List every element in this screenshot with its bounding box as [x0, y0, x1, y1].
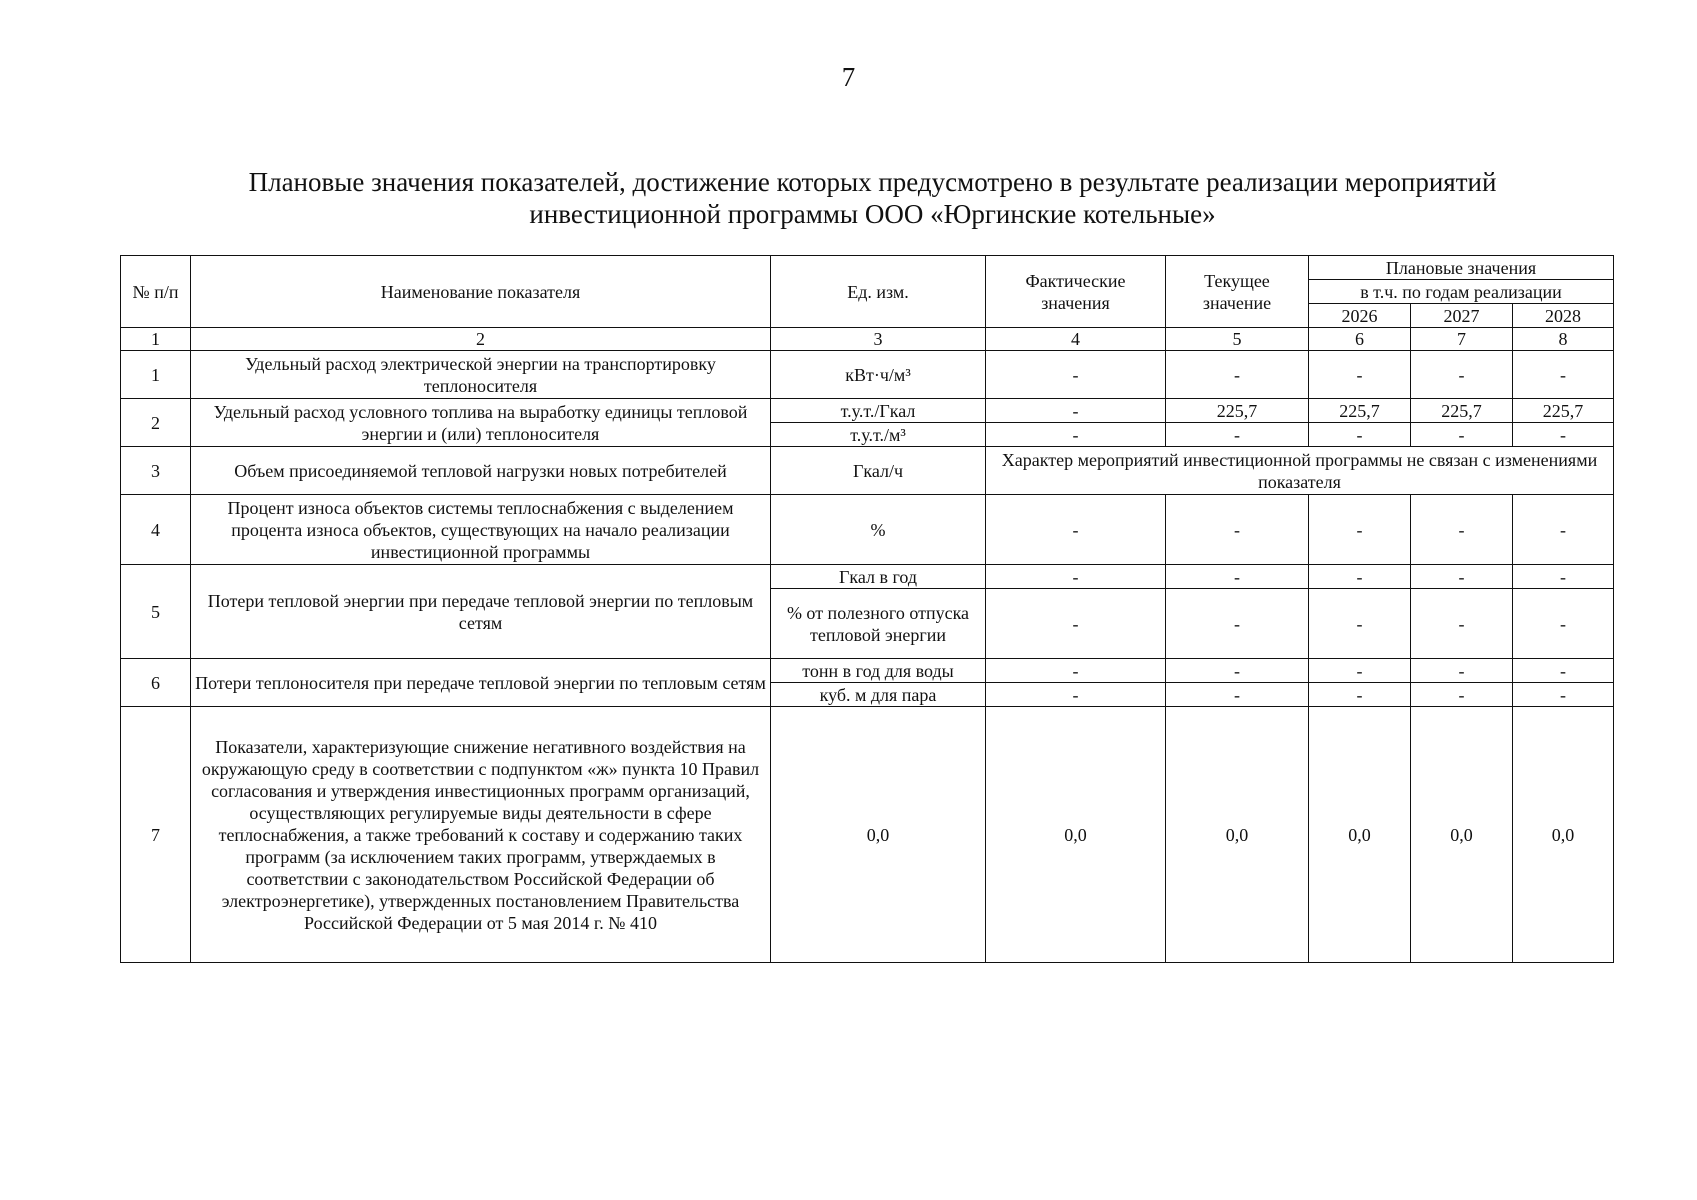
table-row — [121, 399, 1614, 423]
value-cell: 0,0 — [1309, 707, 1411, 963]
header-actual: Фактические значения — [986, 256, 1166, 328]
value-cell: - — [1309, 423, 1411, 447]
value-cell: 225,7 — [1513, 399, 1614, 423]
value-cell: 0,0 — [1411, 707, 1513, 963]
column-number: 5 — [1166, 328, 1309, 351]
value-cell: - — [1166, 589, 1309, 659]
value-cell: - — [986, 565, 1166, 589]
indicator-name: Потери тепловой энергии при передаче тепловой энергии по тепловым сетям — [191, 565, 771, 659]
row-num: 7 — [121, 707, 191, 963]
row-num: 6 — [121, 659, 191, 707]
value-cell: - — [1166, 659, 1309, 683]
unit-cell: Гкал/ч — [771, 447, 986, 495]
value-cell: - — [986, 659, 1166, 683]
table-row — [121, 707, 1614, 963]
column-number: 3 — [771, 328, 986, 351]
table-row — [121, 495, 1614, 565]
row-num: 2 — [121, 399, 191, 447]
value-cell: - — [1411, 589, 1513, 659]
header-current: Текущее значение — [1166, 256, 1309, 328]
unit-cell: Гкал в год — [771, 565, 986, 589]
indicator-name: Удельный расход электрической энергии на транспортировку теплоносителя — [191, 351, 771, 399]
value-cell: - — [1309, 565, 1411, 589]
value-cell: - — [1166, 351, 1309, 399]
indicators-table — [120, 255, 1614, 963]
table-row — [121, 447, 1614, 495]
value-cell: 225,7 — [1166, 399, 1309, 423]
header-by-years: в т.ч. по годам реализации — [1309, 280, 1614, 304]
column-numbers-row — [121, 328, 1614, 351]
column-number: 2 — [191, 328, 771, 351]
value-cell: - — [1309, 589, 1411, 659]
value-cell: - — [1309, 659, 1411, 683]
unit-cell: т.у.т./Гкал — [771, 399, 986, 423]
page-number: 7 — [841, 62, 856, 92]
value-cell: - — [986, 399, 1166, 423]
header-year: 2028 — [1513, 304, 1614, 328]
column-number: 6 — [1309, 328, 1411, 351]
table-row — [121, 565, 1614, 589]
row-num: 4 — [121, 495, 191, 565]
value-cell: - — [1411, 565, 1513, 589]
header-unit: Ед. изм. — [771, 256, 986, 328]
value-cell: - — [1166, 423, 1309, 447]
value-cell: - — [1513, 589, 1614, 659]
column-number: 8 — [1513, 328, 1614, 351]
value-cell: - — [1513, 683, 1614, 707]
column-number: 1 — [121, 328, 191, 351]
header-planned: Плановые значения — [1309, 256, 1614, 280]
value-cell: - — [1411, 351, 1513, 399]
row-num: 3 — [121, 447, 191, 495]
value-cell: - — [1513, 495, 1614, 565]
indicator-name: Потери теплоносителя при передаче тепловой энергии по тепловым сетям — [191, 659, 771, 707]
value-cell: - — [1166, 495, 1309, 565]
document-title-line-1: Плановые значения показателей, достижение которых предусмотрено в результате реализации мероприятий — [248, 167, 1497, 197]
value-cell: - — [986, 683, 1166, 707]
row-num: 1 — [121, 351, 191, 399]
value-cell: - — [1513, 423, 1614, 447]
value-cell: - — [1411, 659, 1513, 683]
value-cell: - — [1513, 659, 1614, 683]
value-cell: - — [1513, 565, 1614, 589]
value-cell: - — [986, 495, 1166, 565]
value-cell: - — [1411, 495, 1513, 565]
indicator-name: Удельный расход условного топлива на выработку единицы тепловой энергии и (или) теплоносителя — [191, 399, 771, 447]
header-year: 2027 — [1411, 304, 1513, 328]
value-cell: - — [986, 351, 1166, 399]
value-cell: - — [986, 589, 1166, 659]
value-cell: - — [1411, 423, 1513, 447]
value-cell: 0,0 — [1166, 707, 1309, 963]
unit-cell: % — [771, 495, 986, 565]
value-cell: 0,0 — [1513, 707, 1614, 963]
value-cell: - — [1166, 683, 1309, 707]
indicator-name: Процент износа объектов системы теплоснабжения с выделением процента износа объектов, существующих на начало реализации инвестиционной программы — [191, 495, 771, 565]
value-cell: - — [1513, 351, 1614, 399]
unit-cell: кВт·ч/м³ — [771, 351, 986, 399]
table-row — [121, 659, 1614, 683]
unit-cell: куб. м для пара — [771, 683, 986, 707]
table-row — [121, 351, 1614, 399]
header-year: 2026 — [1309, 304, 1411, 328]
column-number: 7 — [1411, 328, 1513, 351]
value-cell: - — [986, 423, 1166, 447]
indicator-name: Показатели, характеризующие снижение негативного воздействия на окружающую среду в соответствии с подпунктом «ж» пункта 10 Правил согласования и утверждения инвестиционных программ организаций, осуществляющих регулируемые виды деятельности в сфере теплоснабжения, а также требований к составу и содержанию таких программ (за исключением таких программ, утверждаемых в соответствии с законодательством Российской Федерации об электроэнергетике), утвержденных постановлением Правительства Российской Федерации от 5 мая 2014 г. № 410 — [191, 707, 771, 963]
unit-cell: тонн в год для воды — [771, 659, 986, 683]
value-cell: 225,7 — [1411, 399, 1513, 423]
row-num: 5 — [121, 565, 191, 659]
merged-note: Характер мероприятий инвестиционной программы не связан с изменениями показателя — [986, 447, 1614, 495]
document-title — [150, 166, 1595, 230]
column-number: 4 — [986, 328, 1166, 351]
value-cell: - — [1309, 683, 1411, 707]
value-cell: - — [1166, 565, 1309, 589]
header-row — [121, 256, 1614, 280]
header-name: Наименование показателя — [191, 256, 771, 328]
unit-cell: т.у.т./м³ — [771, 423, 986, 447]
value-cell: 0,0 — [986, 707, 1166, 963]
unit-cell: 0,0 — [771, 707, 986, 963]
unit-cell: % от полезного отпуска тепловой энергии — [771, 589, 986, 659]
value-cell: - — [1309, 495, 1411, 565]
document-title-line-2: инвестиционной программы ООО «Юргинские котельные» — [529, 199, 1216, 229]
indicator-name: Объем присоединяемой тепловой нагрузки новых потребителей — [191, 447, 771, 495]
value-cell: - — [1411, 683, 1513, 707]
value-cell: - — [1309, 351, 1411, 399]
value-cell: 225,7 — [1309, 399, 1411, 423]
header-num: № п/п — [121, 256, 191, 328]
